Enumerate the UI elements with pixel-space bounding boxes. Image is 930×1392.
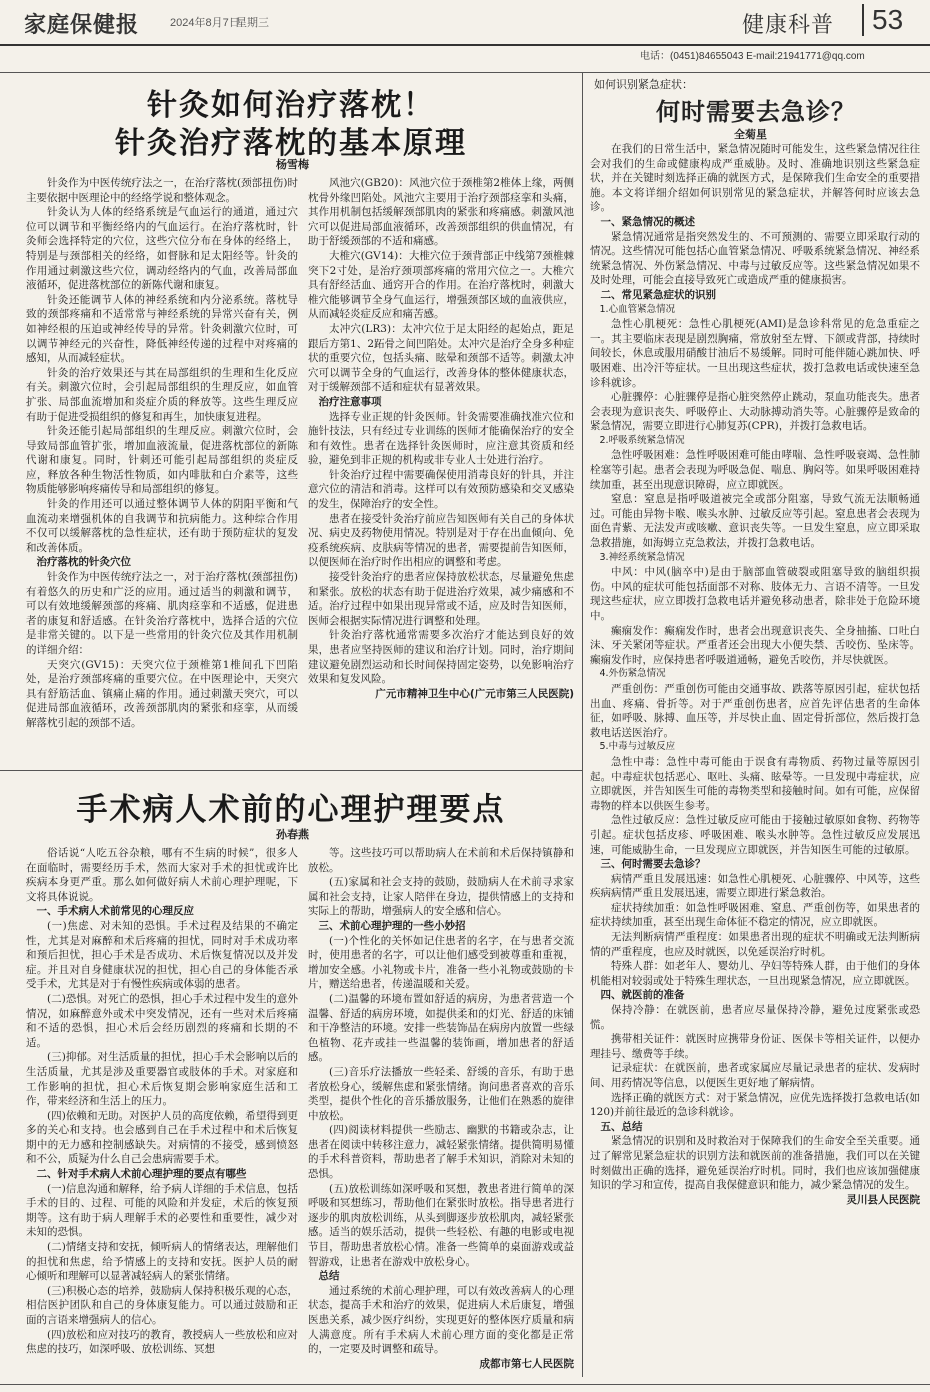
paragraph: 针灸治疗过程中需要确保使用消毒良好的针具，并注意穴位的清洁和消毒。这样可以有效预防感染和交叉感染的发生，保障治疗的安全性。 bbox=[308, 468, 574, 511]
paragraph: (三)积极心态的培养，鼓励病人保持积极乐观的心态，相信医护团队和自己的身体康复能力。可以通过鼓励和正面的言语来增强病人的信心。 bbox=[26, 1284, 298, 1326]
paragraph: 癫痫发作：癫痫发作时，患者会出现意识丧失、全身抽搐、口吐白沫、牙关紧闭等症状。严重者还会出现大小便失禁、舌咬伤、坠床等。癫痫发作时，应保持患者呼吸道通畅，避免舌咬伤，并尽快就医。 bbox=[590, 624, 920, 666]
column-divider bbox=[582, 72, 583, 1377]
minor-heading: 2.呼吸系统紧急情况 bbox=[599, 434, 685, 446]
paragraph: 针灸认为人体的经络系统是气血运行的通道，通过穴位可以调节和平衡经络内的气血运行。在治疗落枕时，针灸师会选择特定的穴位，这些穴位分布在身体的经络上，特别是与颈部相关的经络，如督脉和足太阳经等。针灸的作用通过刺激这些穴位，调动经络内的气血，改善局部血液循环，促进落枕部位的新陈代谢和康复。 bbox=[26, 206, 298, 292]
masthead bbox=[0, 0, 930, 46]
article3-title: 何时需要去急诊？ bbox=[656, 97, 856, 126]
paragraph: (二)情绪支持和安抚，倾听病人的情绪表达，理解他们的担忧和焦虑，给予情感上的支持和安抚。医护人员的耐心倾听和理解可以显著减轻病人的紧张情绪。 bbox=[26, 1241, 298, 1283]
subheading: 四、就医前的准备 bbox=[600, 989, 685, 1002]
paragraph: (一)信息沟通和解释，给予病人详细的手术信息，包括手术的目的、过程、可能的风险和并发症，术后的恢复预期等。这有助于病人理解手术的必要性和重要性，减少对未知的恐惧。 bbox=[26, 1182, 298, 1239]
paragraph: 中风：中风(脑卒中)是由于脑部血管破裂或阻塞导致的脑组织损伤。中风的症状可能包括面部不对称、肢体无力、言语不清等。一旦发现这些症状，应立即拨打急救电话并避免移动患者，除非处于危险环境中。 bbox=[590, 566, 920, 622]
paragraph: 病情严重且发展迅速：如急性心肌梗死、心脏骤停、中风等，这些疾病病情严重且发展迅速，需要立即进行紧急救治。 bbox=[590, 872, 920, 900]
paragraph: 风池穴(GB20)：风池穴位于颈椎第2椎体上缘，两侧枕骨外缘凹陷处。风池穴主要用于治疗颈部痉挛和头痛，其作用机制包括缓解颈部肌肉的紧张和疼痛感。刺激风池穴可以促进局部血液循环，改善颈部组织的供血情况，有助于舒缓颈部的不适和痛感。 bbox=[308, 177, 574, 248]
minor-heading: 4.外伤紧急情况 bbox=[599, 668, 666, 680]
paragraph: (三)音乐疗法播放一些轻柔、舒缓的音乐，有助于患者放松身心，缓解焦虑和紧张情绪。询问患者喜欢的音乐类型，提供个性化的音乐播放服务，让他们在熟悉的旋律中放松。 bbox=[308, 1065, 574, 1122]
paragraph: (五)放松训练如深呼吸和冥想，教患者进行简单的深呼吸和冥想练习，帮助他们在紧张时放松。指导患者进行逐步的肌肉放松训练，从头到脚逐步放松肌肉，减轻紧张感。适当的娱乐活动，提供一些轻松、有趣的电影或电视节目，帮助患者放松心情。准备一些简单的桌面游戏或益智游戏，让患者在游戏中放松身心。 bbox=[308, 1182, 574, 1268]
subheading: 一、紧急情况的概述 bbox=[600, 215, 695, 228]
article3-author: 全菊星 bbox=[734, 128, 767, 141]
paragraph: (二)恐惧。对死亡的恐惧，担心手术过程中发生的意外情况，如麻醉意外或术中突发情况，还有一些对术后疼痛和不适的恐惧，担心术后会经历剧烈的疼痛和长期的不适。 bbox=[26, 992, 298, 1049]
paragraph: 症状持续加重：如急性呼吸困难、窒息、严重创伤等，如果患者的症状持续加重，甚至出现生命体征不稳定的情况，应立即就医。 bbox=[590, 901, 920, 929]
article1-author: 杨雪梅 bbox=[276, 158, 309, 171]
rule-mid bbox=[0, 770, 582, 771]
article2-title: 手术病人术前的心理护理要点 bbox=[76, 792, 506, 828]
paragraph: (一)焦虑、对未知的恐惧。手术过程及结果的不确定性，尤其是对麻醉和术后疼痛的担忧，同时对手术成功率和预后担忧，担心手术是否成功、术后恢复情况以及并发症。并且对自身健康状况的担忧，担心自己的身体能否承受手术，尤其是对于有慢性疾病或体弱的患者。 bbox=[26, 919, 298, 991]
paragraph: 窒息：窒息是指呼吸道被完全或部分阻塞，导致气流无法顺畅通过。可能由异物卡喉、喉头水肿、过敏反应等引起。窒息患者会表现为面色青紫、无法发声或咳嗽、意识丧失等。一旦发生窒息，应立即采取急救措施，如海姆立克急救法，并拨打急救电话。 bbox=[590, 493, 920, 550]
paragraph: 俗话说“人吃五谷杂粮，哪有不生病的时候”，很多人在面临时，需要经历手术，然而大家对手术的担忧或许比疾病本身更严重。那么如何做好病人术前心理护理呢，下文将具体说说。 bbox=[26, 847, 298, 903]
subheading: 一、手术病人术前常见的心理反应 bbox=[36, 905, 194, 918]
paragraph: 针灸还能引起局部组织的生理反应。刺激穴位时，会导致局部血管扩张，增加血液流量，促进落枕部位的新陈代谢和康复。同时，针刺还可能引起局部组织的炎症反应，释放各种生物活性物质，如内啡肽和白介素等，这些物质能够影响疼痛传导和局部组织的修复。 bbox=[26, 425, 298, 496]
article2-author: 孙春燕 bbox=[276, 828, 309, 841]
subheading: 总结 bbox=[318, 1270, 340, 1283]
article3-kicker: 如何识别紧急症状： bbox=[594, 78, 693, 91]
article1-column-1 bbox=[26, 176, 298, 764]
paragraph: 心脏骤停：心脏骤停是指心脏突然停止跳动，泵血功能丧失。患者会表现为意识丧失、呼吸停止、大动脉搏动消失等。心脏骤停是致命的紧急情况，需要立即进行心肺复苏(CPR)，并拨打急救电话。 bbox=[590, 391, 920, 433]
minor-heading: 3.神经系统紧急情况 bbox=[599, 551, 685, 563]
paragraph: 紧急情况的识别和及时救治对于保障我们的生命安全至关重要。通过了解常见紧急症状的识别方法和就医前的准备措施，我们可以在关键时刻做出正确的选择，避免延误治疗时机。同时，我们也应该加强健康知识的学习和宣传，提高自我保健意识和能力，减少紧急情况的发生。 bbox=[590, 1135, 920, 1192]
paragraph: (一)个性化的关怀如记住患者的名字，在与患者交流时，使用患者的名字，可以让他们感受到被尊重和重视，增加安全感。小礼物或卡片，准备一些小礼物或鼓励的卡片，赠送给患者，传递温暖和关爱。 bbox=[308, 934, 574, 991]
rule-bottom bbox=[0, 1384, 930, 1385]
paragraph: 针灸作为中医传统疗法之一，在治疗落枕(颈部扭伤)时主要依据中医理论中的经络学说和整体观念。 bbox=[26, 177, 298, 204]
paragraph: (三)抑郁。对生活质量的担忧，担心手术会影响以后的生活质量，尤其是涉及重要器官或肢体的手术。对家庭和工作影响的担忧，担心术后恢复期会影响家庭生活和工作，带来经济和生活上的压力。 bbox=[26, 1051, 298, 1108]
article2-column-2 bbox=[308, 846, 574, 1376]
paragraph: 急性过敏反应：急性过敏反应可能由于接触过敏原如食物、药物等引起。症状包括皮疹、呼吸困难、喉头水肿等。急性过敏反应发展迅速，可能威胁生命，一旦发现应立即就医，并告知医生可能的过敏原。 bbox=[590, 814, 920, 856]
paragraph: (四)放松和应对技巧的教育，教授病人一些放松和应对焦虑的技巧，如深呼吸、放松训练、冥想 bbox=[26, 1328, 298, 1356]
issue-weekday: 星期三 bbox=[236, 17, 269, 29]
article1-title-line2: 针灸治疗落枕的基本原理 bbox=[115, 126, 467, 161]
paragraph: 急性心肌梗死：急性心肌梗死(AMI)是急诊科常见的危急重症之一。其主要临床表现是剧烈胸痛，常放射至左臂、下颌或背部，持续时间较长，休息或服用硝酸甘油后不易缓解。同时可能伴随心跳加快、呼吸困难、出冷汗等症状。一旦出现这些症状，拨打急救电话或快速至急诊科就诊。 bbox=[590, 318, 920, 389]
paragraph: (四)阅读材料提供一些励志、幽默的书籍或杂志，让患者在阅读中转移注意力，减轻紧张情绪。提供简明易懂的手术科普资料，帮助患者了解手术知识，消除对未知的恐惧。 bbox=[308, 1124, 574, 1181]
subheading: 五、总结 bbox=[600, 1120, 643, 1133]
paragraph: 携带相关证件：就医时应携带身份证、医保卡等相关证件，以便办理挂号、缴费等手续。 bbox=[590, 1033, 920, 1060]
paragraph: (四)依赖和无助。对医护人员的高度依赖，希望得到更多的关心和支持。也会感到自己在手术过程中和术后恢复期中的无力感和控制感缺失。对病情的不接受，感到愤怒和不公，质疑为什么自己会患病需要手术。 bbox=[26, 1109, 298, 1166]
subheading: 三、何时需要去急诊？ bbox=[600, 858, 706, 871]
paragraph: 选择专业正规的针灸医师。针灸需要准确找准穴位和施针技法，只有经过专业训练的医师才能确保治疗的安全和有效性。患者在选择针灸医师时，应注意其资质和经验，避免到非正规的机构或非专业人士处进行治疗。 bbox=[308, 410, 574, 467]
subheading: 二、针对手术病人术前心理护理的要点有哪些 bbox=[36, 1168, 247, 1181]
paragraph: 保持冷静：在就医前，患者应尽量保持冷静，避免过度紧张或恐慌。 bbox=[590, 1004, 920, 1031]
subheading: 治疗注意事项 bbox=[318, 395, 382, 408]
paragraph: 无法判断病情严重程度：如果患者出现的症状不明确或无法判断病情的严重程度，也应及时就医，以免延误治疗时机。 bbox=[590, 931, 920, 958]
paragraph: 等。这些技巧可以帮助病人在术前和术后保持镇静和放松。 bbox=[308, 847, 574, 874]
paragraph: 接受针灸治疗的患者应保持放松状态，尽量避免焦虑和紧张。放松的状态有助于促进治疗效果，减少痛感和不适。治疗过程中如果出现异常或不适，应及时告知医师，医师会根据实际情况进行调整和处理。 bbox=[308, 571, 574, 627]
article1-column-2 bbox=[308, 176, 574, 764]
page-number: 53 bbox=[862, 4, 903, 36]
contact-line: 电话：(0451)84655043 E-mail:21941771@qq.com bbox=[640, 51, 865, 62]
paragraph: 针灸作为中医传统疗法之一，对于治疗落枕(颈部扭伤)有着悠久的历史和广泛的应用。通过适当的刺激和调节，可以有效地缓解颈部的疼痛、肌肉痉挛和不适感，促进患者的康复和舒适感。在针灸治疗落枕中，选择合适的穴位是非常关键的。以下是一些常用的针灸穴位及其作用机制的详细介绍： bbox=[26, 571, 298, 656]
section-title: 健康科普 bbox=[742, 13, 835, 38]
paragraph: 紧急情况通常是指突然发生的、不可预测的、需要立即采取行动的情况。这些情况可能包括心血管紧急情况、呼吸系统紧急情况、神经系统紧急情况、外伤紧急情况、中毒与过敏反应等。这些紧急情况如果不及时处理，可能会直接导致死亡或造成严重的健康损害。 bbox=[590, 230, 920, 287]
paragraph: 急性中毒：急性中毒可能由于误食有毒物质、药物过量等原因引起。中毒症状包括恶心、呕吐、头痛、眩晕等。一旦发现中毒症状，应立即就医，并告知医生可能的毒物类型和接触时间。如有可能，应保留毒物的样本以供医生参考。 bbox=[590, 755, 920, 812]
paragraph: 特殊人群：如老年人、婴幼儿、孕妇等特殊人群，由于他们的身体机能相对较弱或处于特殊生理状态，一旦出现紧急情况，应立即就医。 bbox=[590, 960, 920, 987]
source-credit: 广元市精神卫生中心(广元市第三人民医院) bbox=[375, 687, 574, 700]
paragraph: 通过系统的术前心理护理，可以有效改善病人的心理状态，提高手术和治疗的效果，促进病人术后康复，增强医患关系，减少医疗纠纷，实现更好的整体医疗质量和病人满意度。所有手术病人术前心理方面的变化都是正常的，一定要及时调整和疏导。 bbox=[308, 1284, 574, 1356]
subheading: 治疗落枕的针灸穴位 bbox=[36, 556, 131, 569]
issue-date: 2024年8月7日 bbox=[170, 17, 240, 29]
subheading: 二、常见紧急症状的识别 bbox=[600, 288, 716, 301]
paragraph: 天突穴(GV15)：天突穴位于颈椎第1椎间孔下凹陷处，是治疗颈部疼痛的重要穴位。在中医理论中，天突穴具有舒筋活血、镇痛止痛的作用。通过刺激天突穴，可以促进局部血液循环，改善颈部肌肉的紧张和痉挛，从而缓解落枕引起的颈部不适。 bbox=[26, 658, 298, 729]
article1-title-line1: 针灸如何治疗落枕！ bbox=[147, 88, 435, 123]
paragraph: 急性呼吸困难：急性呼吸困难可能由哮喘、急性呼吸衰竭、急性肺栓塞等引起。患者会表现为呼吸急促、喘息、胸闷等。如果呼吸困难持续加重，甚至出现意识障碍，应立即就医。 bbox=[590, 449, 920, 491]
paper-name: 家庭保健报 bbox=[24, 13, 140, 38]
article3-body bbox=[590, 142, 920, 1376]
minor-heading: 1.心血管紧急情况 bbox=[599, 303, 676, 315]
paragraph: (二)温馨的环境布置如舒适的病房，为患者营造一个温馨、舒适的病房环境，如提供柔和的灯光、舒适的床铺和干净整洁的环境。安排一些装饰品在病房内放置一些绿色植物、花卉或挂一些温馨的装饰画，增加患者的舒适感。 bbox=[308, 992, 574, 1064]
paragraph: 针灸还能调节人体的神经系统和内分泌系统。落枕导致的颈部疼痛和不适常常与神经系统的异常兴奋有关，例如神经根的压迫或神经传导的异常。针灸刺激穴位时，可以调节神经元的兴奋性，降低神经传递的过程中对疼痛的感知，从而减轻症状。 bbox=[26, 293, 298, 365]
source-credit: 灵川县人民医院 bbox=[846, 1193, 920, 1206]
paragraph: 大椎穴(GV14)：大椎穴位于颈背部正中线第7颈椎棘突下2寸处，是治疗颈项部疼痛的常用穴位之一。大椎穴具有舒经活血、通窍开合的作用。在治疗落枕时，刺激大椎穴能够调节全身气血运行，增强颈部区域的血液供应，从而减轻炎症反应和痛苦感。 bbox=[308, 249, 574, 321]
minor-heading: 5.中毒与过敏反应 bbox=[599, 741, 676, 753]
subheading: 三、术前心理护理的一些小妙招 bbox=[318, 919, 466, 932]
rule-top bbox=[0, 72, 930, 73]
source-credit: 成都市第七人民医院 bbox=[479, 1357, 574, 1370]
paragraph: (五)家属和社会支持的鼓励，鼓励病人在术前寻求家属和社会支持，让家人陪伴在身边，提供情感上的支持和实际上的帮助，增强病人的安全感和信心。 bbox=[308, 876, 574, 918]
paragraph: 针灸的治疗效果还与其在局部组织的生理和生化反应有关。刺激穴位时，会引起局部组织的生理反应，如血管扩张、局部血流增加和炎症介质的释放等。这些生理反应有助于促进受损组织的修复和再生，加快康复进程。 bbox=[26, 366, 298, 423]
article2-column-1 bbox=[26, 846, 298, 1376]
paragraph: 记录症状：在就医前，患者或家属应尽量记录患者的症状、发病时间、用药情况等信息，以便医生更好地了解病情。 bbox=[590, 1062, 920, 1089]
paragraph: 针灸的作用还可以通过整体调节人体的阴阳平衡和气血流动来增强机体的自我调节和抗病能力。这种综合作用不仅可以缓解落枕的急性症状，还有助于预防症状的复发和改善体质。 bbox=[26, 498, 298, 554]
paragraph: 在我们的日常生活中，紧急情况随时可能发生，这些紧急情况往往会对我们的生命或健康构成严重威胁。及时、准确地识别这些紧急症状，并在关键时刻选择正确的就医方式，是保障我们生命安全的重要措施。本文将详细介绍如何识别常见的紧急症状，并解答何时应该去急诊。 bbox=[590, 143, 920, 214]
paragraph: 针灸治疗落枕通常需要多次治疗才能达到良好的效果，患者应坚持医师的建议和治疗计划。同时，治疗期间建议避免剧烈运动和长时间保持固定姿势，以免影响治疗效果和复发风险。 bbox=[308, 629, 574, 686]
paragraph: 患者在接受针灸治疗前应告知医师有关自己的身体状况、病史及药物使用情况。特别是对于存在出血倾向、免疫系统疾病、皮肤病等情况的患者，需要提前告知医师，以便医师在治疗时作出相应的调整和考虑。 bbox=[308, 512, 574, 569]
paragraph: 严重创伤：严重创伤可能由交通事故、跌落等原因引起，症状包括出血、疼痛、骨折等。对于严重创伤患者，应首先评估患者的生命体征，如呼吸、脉搏、血压等，并尽快止血、固定骨折部位，然后拨打急救电话送医治疗。 bbox=[590, 682, 920, 739]
paragraph: 选择正确的就医方式：对于紧急情况，应优先选择拨打急救电话(如120)并前往最近的急诊科就诊。 bbox=[590, 1091, 920, 1119]
paragraph: 太冲穴(LR3)：太冲穴位于足太阳经的起始点，距足跟后方第1、2跖骨之间凹陷处。太冲穴是治疗全身多种症状的重要穴位，包括头痛、眩晕和颈部不适等。刺激太冲穴可以调节全身的气血运行，改善身体的整体健康状态，对于缓解颈部不适和症状有显著效果。 bbox=[308, 322, 574, 394]
